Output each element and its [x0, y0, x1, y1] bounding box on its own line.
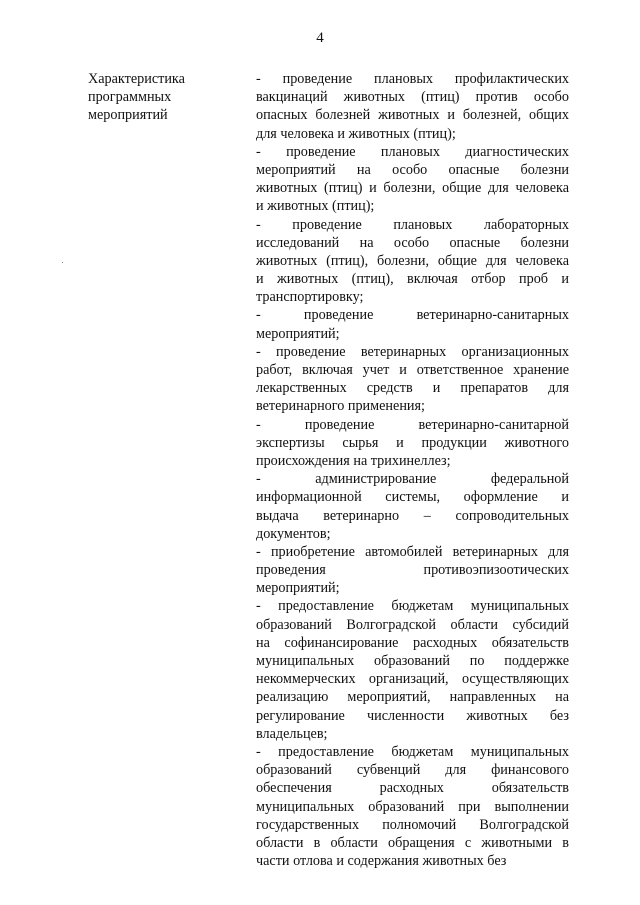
activity-line: - проведение плановых профилактических — [256, 71, 569, 87]
activity-line: образований субвенций для финансового — [256, 762, 569, 779]
section-label-line: Характеристика — [88, 71, 185, 87]
section-label-line: программных — [88, 89, 172, 106]
section-label — [88, 70, 228, 125]
activity-item — [256, 743, 569, 870]
activity-line: опасных болезней животных и болезней, общих — [256, 107, 569, 124]
activity-line: и животных (птиц), включая отбор проб и — [256, 271, 569, 288]
activity-line: ветеринарного применения; — [256, 398, 425, 415]
activity-line: - проведение плановых лабораторных — [256, 216, 569, 233]
activity-line: животных (птиц), болезни, общие для человека — [256, 252, 569, 269]
activity-line: вакцинаций животных (птиц) против особо — [256, 89, 569, 106]
activity-line: государственных полномочий Волгоградской — [256, 816, 569, 833]
activity-line: исследований на особо опасные болезни — [256, 234, 569, 251]
activity-line: образований Волгоградской области субсидий — [256, 616, 569, 633]
activity-item — [256, 416, 569, 471]
activity-item — [256, 470, 569, 543]
activity-line: мероприятий; — [256, 580, 340, 597]
activity-line: - проведение ветеринарно-санитарной — [256, 416, 569, 433]
activity-item — [256, 597, 569, 743]
activity-line: животных (птиц) и болезни, общие для человека — [256, 180, 569, 197]
activity-item — [256, 216, 569, 307]
activity-line: части отлова и содержания животных без — [256, 853, 507, 870]
activity-line: регулирование численности животных без — [256, 707, 569, 724]
activity-item — [256, 543, 569, 598]
activity-line: обеспечения расходных обязательств — [256, 780, 569, 797]
activity-line: некоммерческих организаций, осуществляющих — [256, 671, 569, 688]
activity-line: происхождения на трихинеллез; — [256, 452, 451, 469]
activity-item — [256, 306, 569, 342]
activity-line: работ, включая учет и ответственное хранение — [256, 362, 569, 378]
activity-line: транспортировку; — [256, 289, 364, 306]
activity-line: экспертизы сырья и продукции животного — [256, 434, 569, 451]
section-label-line: мероприятий — [88, 107, 168, 124]
activity-line: - проведение ветеринарно-санитарных — [256, 307, 569, 324]
activity-line: для человека и животных (птиц); — [256, 125, 456, 142]
activity-line: мероприятий; — [256, 325, 340, 342]
activity-line: проведения противоэпизоотических — [256, 562, 569, 579]
activity-item — [256, 70, 569, 143]
activity-line: - проведение плановых диагностических — [256, 143, 569, 160]
activity-item — [256, 143, 569, 216]
activity-line: на софинансирование расходных обязательств — [256, 634, 569, 651]
activity-line: и животных (птиц); — [256, 198, 375, 215]
activity-line: выдача ветеринарно – сопроводительных — [256, 507, 569, 524]
activities-list — [256, 70, 569, 870]
activity-line: муниципальных образований по поддержке — [256, 653, 569, 669]
activity-line: - предоставление бюджетам муниципальных — [256, 743, 569, 760]
activity-line: владельцев; — [256, 725, 328, 742]
activity-line: муниципальных образований при выполнении — [256, 798, 569, 815]
activity-line: информационной системы, оформление и — [256, 489, 569, 506]
activity-line: реализацию мероприятий, направленных на — [256, 689, 569, 706]
activity-line: - приобретение автомобилей ветеринарных для — [256, 543, 569, 560]
activity-line: - предоставление бюджетам муниципальных — [256, 598, 569, 615]
page-number: 4 — [316, 30, 324, 46]
activity-line: документов; — [256, 525, 331, 542]
activity-line: мероприятий на особо опасные болезни — [256, 161, 569, 178]
scan-speck — [62, 262, 63, 263]
activity-line: области в области обращения с животными в — [256, 834, 569, 851]
activity-line: - администрирование федеральной — [256, 471, 569, 488]
activity-line: - проведение ветеринарных организационных — [256, 343, 569, 360]
activity-item — [256, 343, 569, 416]
activity-line: лекарственных средств и препаратов для — [256, 380, 569, 397]
